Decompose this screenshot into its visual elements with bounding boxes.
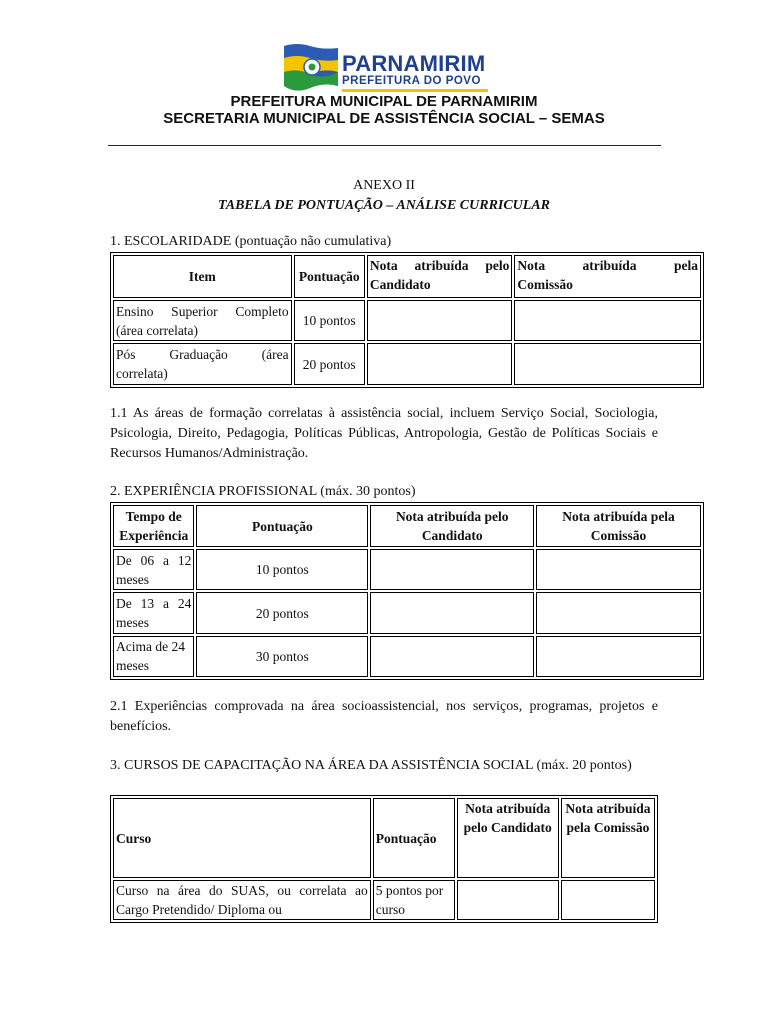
table-row [113, 592, 701, 633]
section1-heading: 1. ESCOLARIDADE (pontuação não cumulativa) [110, 234, 392, 249]
row-period: Acima de 24 meses [113, 636, 194, 677]
candidate-score-cell [370, 592, 534, 633]
row-points: 10 pontos [294, 300, 365, 342]
table-row [113, 880, 655, 920]
col-header-nota-candidato: Nota atribuída pelo Candidato [367, 255, 513, 298]
logo-tagline: PREFEITURA DO POVO [342, 75, 481, 87]
candidate-score-cell [370, 549, 534, 590]
logo-underline [342, 89, 488, 92]
row-points: 20 pontos [196, 592, 368, 633]
section1-note: 1.1 As áreas de formação correlatas à assistência social, incluem Serviço Social, Sociologia, Psicologia, Direito, Pedagogia, Políticas Públicas, Antropologia, Gestão de Políticas Sociais e Recursos Humanos/Administração. [110, 406, 658, 461]
table-header-row [113, 255, 701, 298]
committee-score-cell [514, 343, 701, 385]
table-row [113, 636, 701, 677]
row-item: Ensino Superior Completo (área correlata) [113, 300, 292, 342]
table-row [113, 343, 701, 385]
annex-label: ANEXO II [353, 178, 415, 193]
candidate-score-cell [457, 880, 559, 920]
experiencia-table [110, 502, 704, 680]
header-line-1: PREFEITURA MUNICIPAL DE PARNAMIRIM [230, 93, 538, 110]
committee-score-cell [536, 549, 701, 590]
header-line-2: SECRETARIA MUNICIPAL DE ASSISTÊNCIA SOCIAL – SEMAS [163, 110, 605, 127]
table-row [113, 300, 701, 342]
col-header-curso: Curso [113, 798, 371, 878]
logo-wordmark: PARNAMIRIM [342, 51, 486, 76]
escolaridade-table [110, 252, 704, 388]
col-header-item: Item [113, 255, 292, 298]
cursos-table [110, 795, 658, 923]
row-points: 20 pontos [294, 343, 365, 385]
section2-heading: 2. EXPERIÊNCIA PROFISSIONAL (máx. 30 pontos) [110, 484, 416, 499]
row-points: 10 pontos [196, 549, 368, 590]
annex-title: TABELA DE PONTUAÇÃO – ANÁLISE CURRICULAR [217, 198, 551, 213]
col-header-nota-comissao: Nota atribuída pela Comissão [536, 505, 701, 547]
candidate-score-cell [367, 300, 513, 342]
row-period: De 13 a 24 meses [113, 592, 194, 633]
candidate-score-cell [367, 343, 513, 385]
col-header-pontuacao: Pontuação [294, 255, 365, 298]
col-header-nota-comissao: Nota atribuída pela Comissão [514, 255, 701, 298]
table-header-row [113, 505, 701, 547]
committee-score-cell [514, 300, 701, 342]
row-item: Pós Graduação (área correlata) [113, 343, 292, 385]
table-header-row [113, 798, 655, 878]
committee-score-cell [561, 880, 655, 920]
col-header-nota-candidato: Nota atribuída pelo Candidato [370, 505, 534, 547]
row-period: De 06 a 12 meses [113, 549, 194, 590]
parnamirim-logo [282, 42, 492, 94]
committee-score-cell [536, 636, 701, 677]
committee-score-cell [536, 592, 701, 633]
col-header-tempo: Tempo de Experiência [113, 505, 194, 547]
section3-heading: 3. CURSOS DE CAPACITAÇÃO NA ÁREA DA ASSISTÊNCIA SOCIAL (máx. 20 pontos) [110, 758, 632, 773]
col-header-pontuacao: Pontuação [373, 798, 455, 878]
row-points: 5 pontos por curso [373, 880, 455, 920]
col-header-pontuacao: Pontuação [196, 505, 368, 547]
table-row [113, 549, 701, 590]
section2-note: 2.1 Experiências comprovada na área socioassistencial, nos serviços, programas, projetos e benefícios. [110, 699, 658, 734]
col-header-nota-comissao: Nota atribuída pela Comissão [561, 798, 655, 878]
candidate-score-cell [370, 636, 534, 677]
flag-icon [282, 42, 340, 94]
header-divider [108, 145, 661, 146]
row-points: 30 pontos [196, 636, 368, 677]
row-course: Curso na área do SUAS, ou correlata ao Cargo Pretendido/ Diploma ou [113, 880, 371, 920]
col-header-nota-candidato: Nota atribuída pelo Candidato [457, 798, 559, 878]
